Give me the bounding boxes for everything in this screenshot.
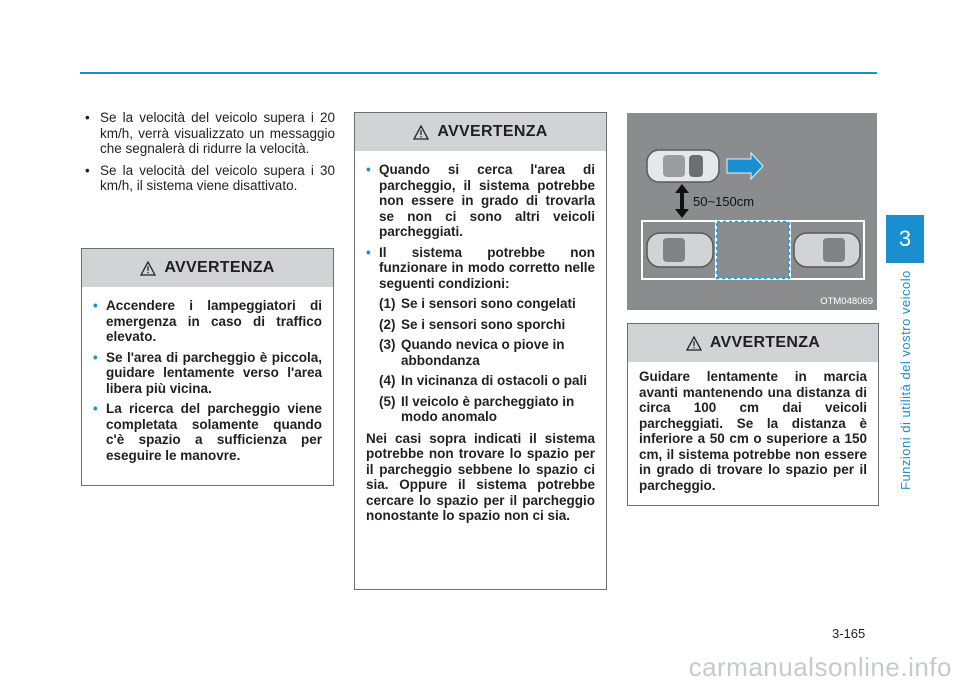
- condition-text: In vicinanza di ostacoli o pali: [401, 373, 588, 388]
- top-rule: [80, 72, 877, 74]
- warning-box-2: [354, 112, 607, 590]
- parking-figure: [627, 113, 877, 310]
- list-item: • Accendere i lampeggiatori di emergenza in caso di traffico elevato.: [93, 298, 322, 345]
- condition-number: (3): [379, 337, 396, 352]
- condition-item: [357, 296, 595, 312]
- warning-header: [355, 113, 606, 151]
- condition-text: Se i sensori sono sporchi: [401, 316, 566, 332]
- figure-code: OTM048069: [820, 296, 873, 307]
- list-item: • Se l'area di parcheggio è piccola, guidare lentamente verso l'area libera più vicina.: [93, 350, 322, 397]
- list-item: • Se la velocità del veicolo supera i 20 km/h, verrà visualizzato un messaggio che segnalerà di ridurre la velocità.: [85, 110, 335, 157]
- condition-number: (2): [379, 316, 396, 332]
- list-item: • La ricerca del parcheggio viene completata solamente quando c'è spazio a sufficienza per eseguire le manovre.: [93, 401, 322, 463]
- condition-item: [357, 337, 595, 368]
- warning-box-1: [81, 248, 334, 486]
- warning-title: AVVERTENZA: [164, 259, 275, 276]
- condition-number: (5): [379, 393, 396, 409]
- warning-triangle-icon: [140, 261, 156, 276]
- moving-car-icon: [647, 150, 719, 182]
- warning-header: [82, 249, 333, 287]
- closing-paragraph: Nei casi sopra indicati il sistema potrebbe non trovare lo spazio per il parcheggio sebbene lo spazio ci sia. Oppure il sistema potrebbe cercare lo spazio per il parcheggio nonostante lo spazio non ci sia.: [366, 430, 595, 523]
- condition-item: [357, 317, 595, 333]
- list-item: • Quando si cerca l'area di parcheggio, il sistema potrebbe non essere in grado di trovarla se non ci sono altri veicoli parcheggiati.: [366, 162, 595, 240]
- distance-label: 50~150cm: [693, 194, 755, 209]
- parked-car-right-icon: [794, 233, 860, 267]
- chapter-tab: [886, 215, 924, 263]
- warning-title: AVVERTENZA: [709, 334, 821, 351]
- warning-triangle-icon: [686, 336, 702, 351]
- speed-notes: [85, 110, 335, 200]
- warning-triangle-icon: [413, 125, 429, 140]
- condition-number: (4): [379, 373, 396, 388]
- condition-number: (1): [379, 296, 396, 311]
- condition-text: Quando nevica o piove in abbondanza: [401, 337, 565, 368]
- chapter-side-title: [872, 270, 940, 510]
- condition-item: [357, 394, 595, 425]
- warning-text: Guidare lentamente in marcia avanti mantenendo una distanza di circa 100 cm dai veicoli parcheggiati. Se la distanza è inferiore a 50 cm o superiore a 150 cm, il sistema potrebbe non essere in grado di trovare lo spazio per il parcheggio.: [639, 369, 867, 493]
- footer-watermark: carmanualsonline.info: [688, 652, 952, 682]
- warning-title: AVVERTENZA: [437, 123, 548, 140]
- chapter-title: Funzioni di utilità del vostro veicolo: [898, 270, 913, 490]
- conditions-list: [366, 296, 595, 425]
- page-number: 3-165: [832, 626, 866, 641]
- warning-box-3: [627, 323, 879, 506]
- parking-diagram: [627, 113, 877, 310]
- parked-car-left-icon: [647, 233, 713, 267]
- list-item: • Se la velocità del veicolo supera i 30 km/h, il sistema viene disattivato.: [85, 163, 335, 194]
- warning-header: [628, 324, 878, 362]
- chapter-number: 3: [898, 226, 912, 251]
- condition-text: Se i sensori sono congelati: [401, 296, 576, 311]
- condition-text: Il veicolo è parcheggiato in modo anomalo: [401, 393, 575, 424]
- condition-item: [357, 373, 595, 389]
- list-item: • Il sistema potrebbe non funzionare in modo corretto nelle seguenti condizioni:: [366, 245, 595, 292]
